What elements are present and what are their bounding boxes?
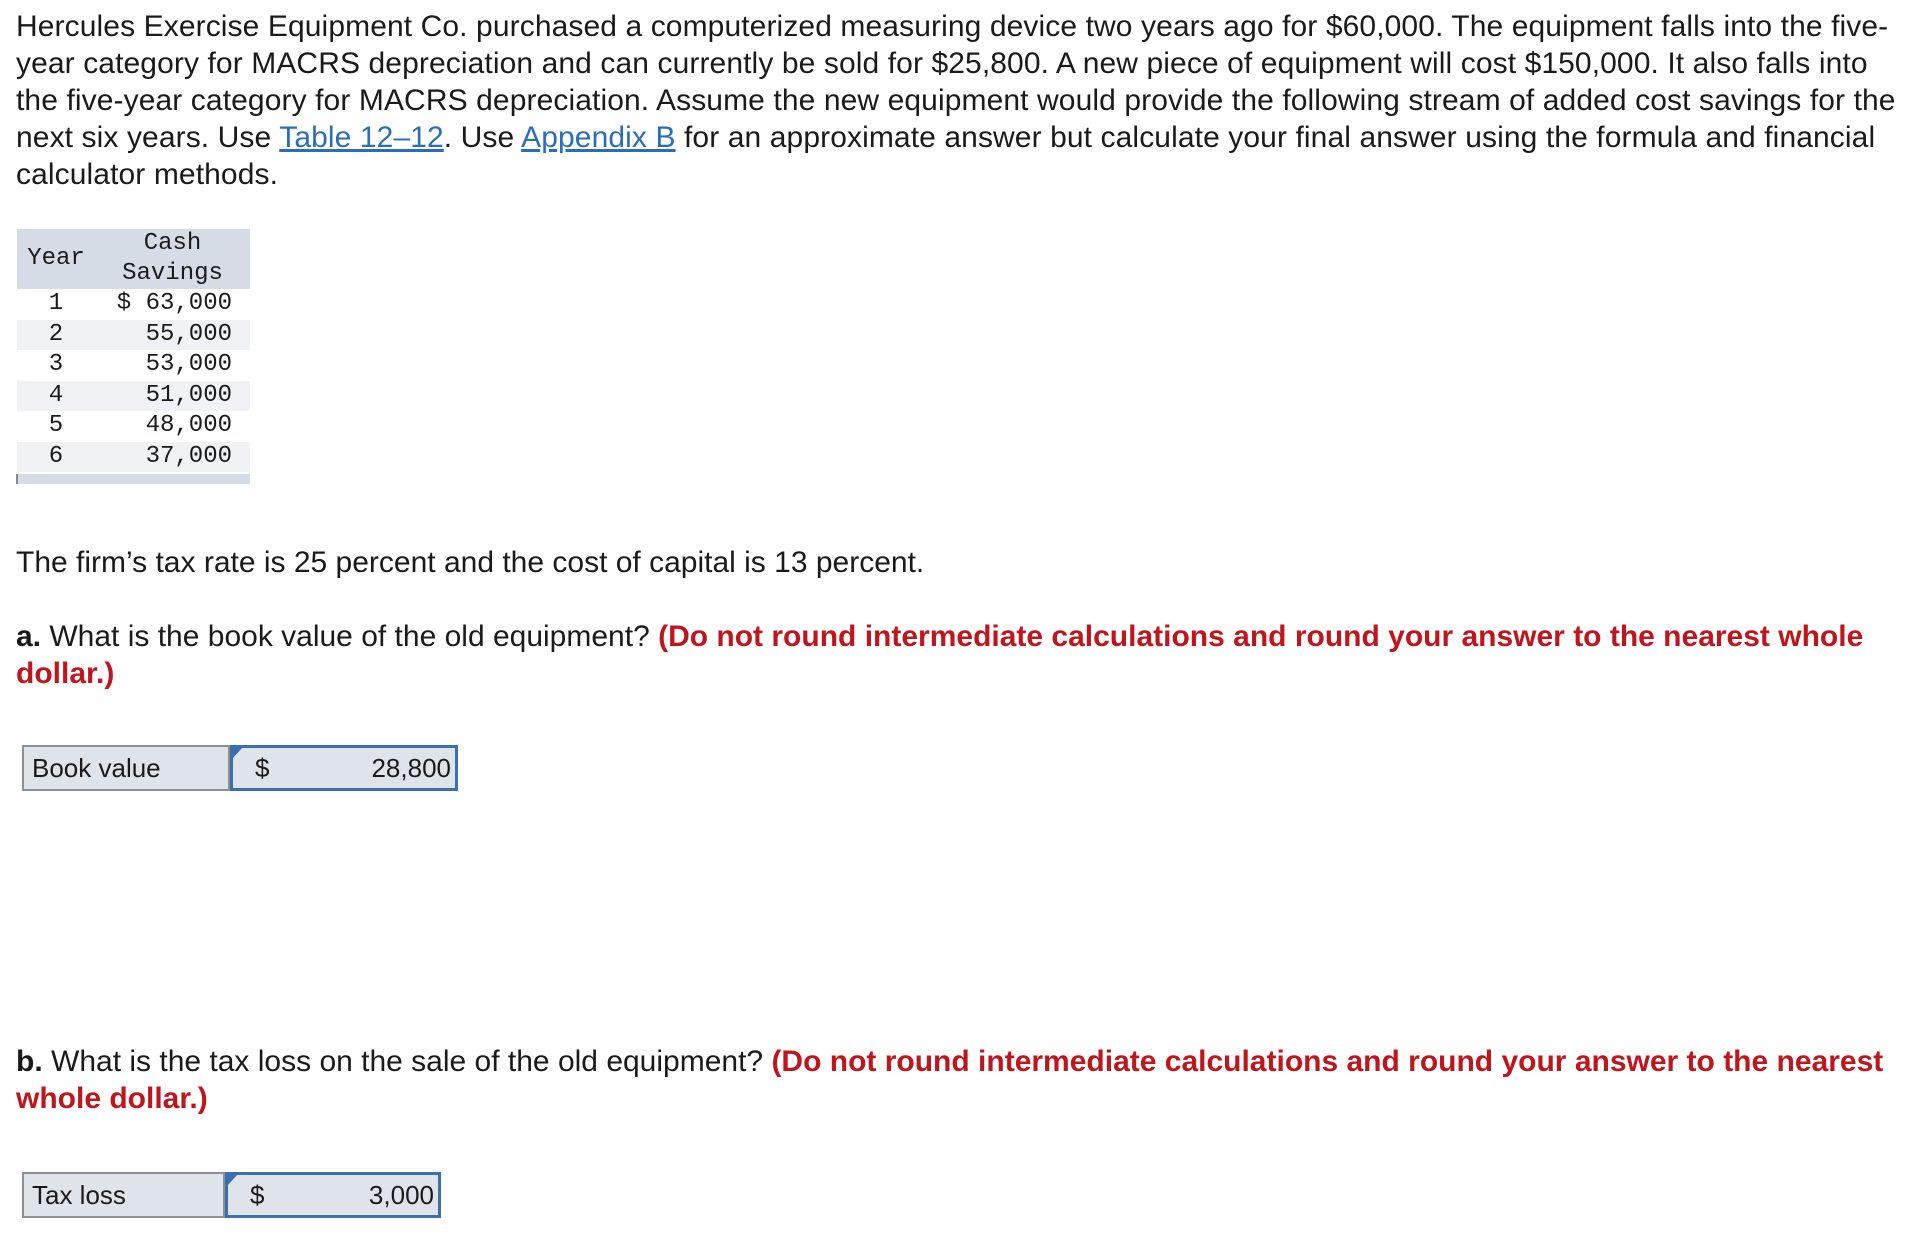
question-b-label: b. xyxy=(16,1045,43,1078)
table-row xyxy=(17,381,250,412)
question-a-text: What is the book value of the old equipment? xyxy=(41,620,659,653)
savings-cell: 51,000 xyxy=(95,381,250,412)
table-row xyxy=(17,411,250,442)
question-b-text: What is the tax loss on the sale of the old equipment? xyxy=(42,1045,772,1078)
question-a-label: a. xyxy=(16,620,42,653)
tax-rate-statement: The firm’s tax rate is 25 percent and the cost of capital is 13 percent. xyxy=(16,546,925,579)
intro-text: Hercules Exercise Equipment Co. purchased a computerized measuring device two years ago for $60,000. The equipment falls into the five-year category for MACRS depreciation and can currently be sold for $25,800. A new piece of equipment will cost $150,000. It also falls into the five-year category for MACRS depreciation. Assume the new equipment would provide the following stream of added cost savings for the next six years. Use xyxy=(16,10,1896,154)
cash-savings-table xyxy=(16,229,250,484)
answer-flag-icon xyxy=(232,747,243,759)
savings-cell: 37,000 xyxy=(95,442,250,474)
year-cell: 4 xyxy=(17,381,95,412)
tax-loss-input[interactable] xyxy=(225,1172,441,1218)
book-value-answer-row xyxy=(22,745,458,791)
cash-savings-column-header xyxy=(95,229,250,289)
intro-text-middle: . Use xyxy=(443,121,522,154)
question-b xyxy=(16,1043,1896,1117)
book-value-input[interactable] xyxy=(230,745,458,791)
year-cell: 2 xyxy=(17,320,95,351)
savings-cell: $ 63,000 xyxy=(95,289,250,320)
problem-intro xyxy=(16,8,1916,193)
year-cell: 6 xyxy=(17,442,95,474)
table-row xyxy=(17,350,250,381)
book-value-label: Book value xyxy=(22,745,230,791)
table-row xyxy=(17,320,250,351)
answer-flag-icon xyxy=(227,1174,238,1186)
savings-cell: 55,000 xyxy=(95,320,250,351)
table-row xyxy=(17,442,250,474)
tax-loss-value: 3,000 xyxy=(368,1180,434,1210)
book-value-value: 28,800 xyxy=(371,753,451,783)
question-b-instruction: (Do not round intermediate calculations and round your answer to the nearest whole dollar.) xyxy=(16,1045,1884,1115)
appendix-b-link[interactable]: Appendix B xyxy=(521,121,676,154)
tax-loss-answer-row xyxy=(22,1172,441,1218)
table-12-12-link[interactable]: Table 12–12 xyxy=(279,121,444,154)
savings-cell: 48,000 xyxy=(95,411,250,442)
table-row xyxy=(17,289,250,320)
table-footer-cell xyxy=(17,473,250,484)
intro-text-end: for an approximate answer but calculate your final answer using the formula and financial calculator methods. xyxy=(16,121,1876,191)
year-cell: 5 xyxy=(17,411,95,442)
currency-symbol: $ xyxy=(255,753,270,783)
question-a-instruction: (Do not round intermediate calculations and round your answer to the nearest whole dollar.) xyxy=(16,620,1864,690)
currency-symbol: $ xyxy=(250,1180,265,1210)
cash-header-line2: Savings xyxy=(122,260,223,287)
table-footer xyxy=(17,473,250,484)
savings-cell: 53,000 xyxy=(95,350,250,381)
tax-loss-label: Tax loss xyxy=(22,1172,225,1218)
problem-content xyxy=(16,8,1916,193)
table-header-row xyxy=(17,229,250,289)
question-a xyxy=(16,618,1896,692)
year-cell: 3 xyxy=(17,350,95,381)
cash-header-line1: Cash xyxy=(143,230,202,257)
year-column-header: Year xyxy=(17,229,95,289)
year-cell: 1 xyxy=(17,289,95,320)
